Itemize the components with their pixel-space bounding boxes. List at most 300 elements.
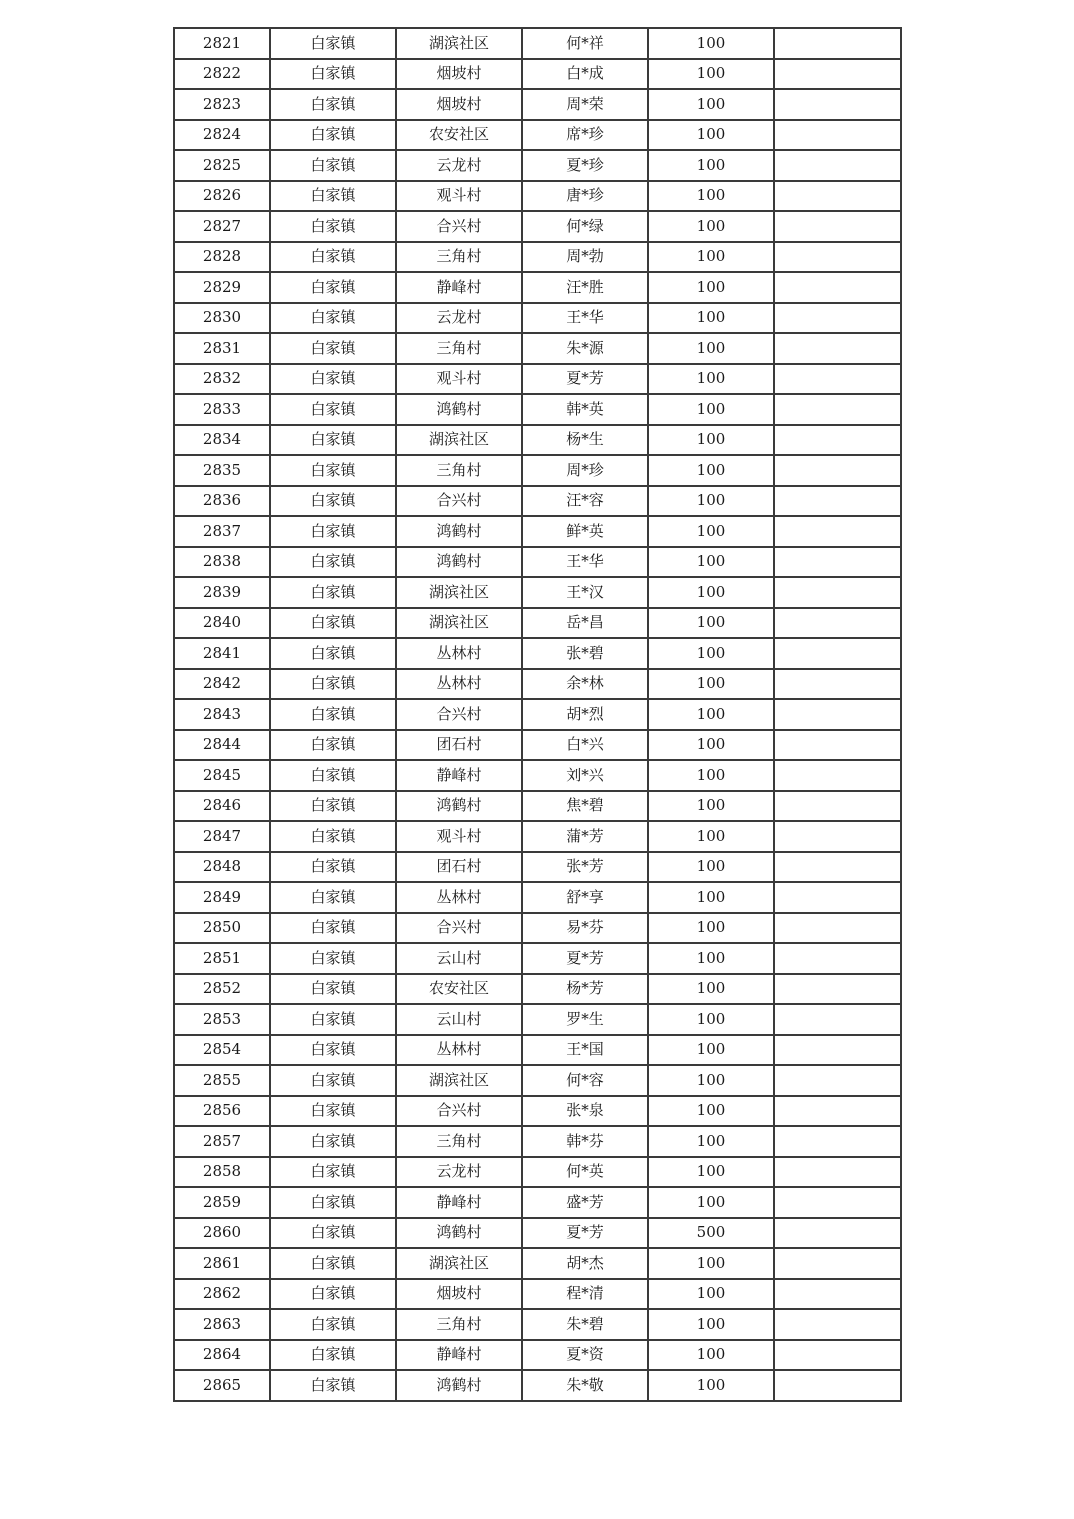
row-number-cell: 2852 [174, 974, 270, 1005]
village-cell: 烟坡村 [396, 59, 522, 90]
name-cell: 舒*享 [522, 882, 648, 913]
row-number-cell: 2826 [174, 181, 270, 212]
name-cell: 胡*烈 [522, 699, 648, 730]
village-cell: 湖滨社区 [396, 608, 522, 639]
village-cell: 云龙村 [396, 150, 522, 181]
name-cell: 周*珍 [522, 455, 648, 486]
town-cell: 白家镇 [270, 1187, 396, 1218]
roster-table-body [174, 28, 901, 1401]
table-row [174, 181, 901, 212]
village-cell: 团石村 [396, 730, 522, 761]
row-number-cell: 2862 [174, 1279, 270, 1310]
town-cell: 白家镇 [270, 974, 396, 1005]
row-number-cell: 2844 [174, 730, 270, 761]
town-cell: 白家镇 [270, 394, 396, 425]
amount-cell: 100 [648, 760, 774, 791]
village-cell: 湖滨社区 [396, 425, 522, 456]
village-cell: 观斗村 [396, 181, 522, 212]
note-cell [774, 272, 901, 303]
town-cell: 白家镇 [270, 1370, 396, 1401]
row-number-cell: 2840 [174, 608, 270, 639]
row-number-cell: 2856 [174, 1096, 270, 1127]
town-cell: 白家镇 [270, 486, 396, 517]
town-cell: 白家镇 [270, 1218, 396, 1249]
row-number-cell: 2846 [174, 791, 270, 822]
village-cell: 观斗村 [396, 364, 522, 395]
amount-cell: 100 [648, 455, 774, 486]
note-cell [774, 516, 901, 547]
name-cell: 岳*昌 [522, 608, 648, 639]
table-row [174, 1248, 901, 1279]
note-cell [774, 669, 901, 700]
table-row [174, 455, 901, 486]
name-cell: 朱*敬 [522, 1370, 648, 1401]
amount-cell: 100 [648, 699, 774, 730]
name-cell: 王*汉 [522, 577, 648, 608]
table-row [174, 1065, 901, 1096]
town-cell: 白家镇 [270, 638, 396, 669]
row-number-cell: 2860 [174, 1218, 270, 1249]
note-cell [774, 28, 901, 59]
name-cell: 焦*碧 [522, 791, 648, 822]
table-row [174, 943, 901, 974]
town-cell: 白家镇 [270, 791, 396, 822]
village-cell: 鸿鹤村 [396, 791, 522, 822]
town-cell: 白家镇 [270, 303, 396, 334]
amount-cell: 100 [648, 1370, 774, 1401]
table-row [174, 608, 901, 639]
row-number-cell: 2836 [174, 486, 270, 517]
village-cell: 烟坡村 [396, 1279, 522, 1310]
name-cell: 蒲*芳 [522, 821, 648, 852]
village-cell: 静峰村 [396, 1187, 522, 1218]
name-cell: 唐*珍 [522, 181, 648, 212]
row-number-cell: 2859 [174, 1187, 270, 1218]
table-row [174, 486, 901, 517]
name-cell: 夏*芳 [522, 943, 648, 974]
note-cell [774, 486, 901, 517]
name-cell: 朱*源 [522, 333, 648, 364]
name-cell: 张*芳 [522, 852, 648, 883]
amount-cell: 100 [648, 791, 774, 822]
name-cell: 汪*容 [522, 486, 648, 517]
row-number-cell: 2858 [174, 1157, 270, 1188]
roster-sheet [173, 27, 900, 1402]
table-row [174, 425, 901, 456]
village-cell: 合兴村 [396, 699, 522, 730]
town-cell: 白家镇 [270, 943, 396, 974]
amount-cell: 100 [648, 425, 774, 456]
town-cell: 白家镇 [270, 455, 396, 486]
name-cell: 何*英 [522, 1157, 648, 1188]
amount-cell: 100 [648, 1309, 774, 1340]
table-row [174, 913, 901, 944]
note-cell [774, 577, 901, 608]
village-cell: 云龙村 [396, 1157, 522, 1188]
name-cell: 王*华 [522, 303, 648, 334]
name-cell: 韩*英 [522, 394, 648, 425]
table-row [174, 1340, 901, 1371]
table-row [174, 1309, 901, 1340]
table-row [174, 821, 901, 852]
village-cell: 静峰村 [396, 1340, 522, 1371]
row-number-cell: 2832 [174, 364, 270, 395]
note-cell [774, 242, 901, 273]
amount-cell: 100 [648, 1004, 774, 1035]
note-cell [774, 425, 901, 456]
row-number-cell: 2847 [174, 821, 270, 852]
town-cell: 白家镇 [270, 1004, 396, 1035]
note-cell [774, 120, 901, 151]
amount-cell: 100 [648, 974, 774, 1005]
village-cell: 团石村 [396, 852, 522, 883]
town-cell: 白家镇 [270, 1309, 396, 1340]
row-number-cell: 2843 [174, 699, 270, 730]
row-number-cell: 2861 [174, 1248, 270, 1279]
amount-cell: 100 [648, 28, 774, 59]
town-cell: 白家镇 [270, 364, 396, 395]
town-cell: 白家镇 [270, 181, 396, 212]
note-cell [774, 59, 901, 90]
table-row [174, 211, 901, 242]
town-cell: 白家镇 [270, 150, 396, 181]
name-cell: 何*绿 [522, 211, 648, 242]
table-row [174, 1126, 901, 1157]
name-cell: 盛*芳 [522, 1187, 648, 1218]
amount-cell: 100 [648, 1157, 774, 1188]
village-cell: 三角村 [396, 1126, 522, 1157]
village-cell: 农安社区 [396, 120, 522, 151]
note-cell [774, 791, 901, 822]
row-number-cell: 2849 [174, 882, 270, 913]
town-cell: 白家镇 [270, 1065, 396, 1096]
amount-cell: 100 [648, 669, 774, 700]
note-cell [774, 1370, 901, 1401]
amount-cell: 100 [648, 59, 774, 90]
note-cell [774, 547, 901, 578]
village-cell: 湖滨社区 [396, 1248, 522, 1279]
village-cell: 云山村 [396, 1004, 522, 1035]
amount-cell: 100 [648, 821, 774, 852]
table-row [174, 242, 901, 273]
town-cell: 白家镇 [270, 89, 396, 120]
village-cell: 鸿鹤村 [396, 1218, 522, 1249]
note-cell [774, 1248, 901, 1279]
village-cell: 湖滨社区 [396, 28, 522, 59]
town-cell: 白家镇 [270, 28, 396, 59]
name-cell: 杨*芳 [522, 974, 648, 1005]
amount-cell: 100 [648, 516, 774, 547]
village-cell: 合兴村 [396, 211, 522, 242]
town-cell: 白家镇 [270, 120, 396, 151]
village-cell: 湖滨社区 [396, 577, 522, 608]
village-cell: 鸿鹤村 [396, 394, 522, 425]
row-number-cell: 2828 [174, 242, 270, 273]
amount-cell: 100 [648, 394, 774, 425]
note-cell [774, 974, 901, 1005]
note-cell [774, 455, 901, 486]
town-cell: 白家镇 [270, 730, 396, 761]
table-row [174, 882, 901, 913]
row-number-cell: 2848 [174, 852, 270, 883]
amount-cell: 100 [648, 364, 774, 395]
table-row [174, 669, 901, 700]
table-row [174, 150, 901, 181]
row-number-cell: 2839 [174, 577, 270, 608]
row-number-cell: 2854 [174, 1035, 270, 1066]
town-cell: 白家镇 [270, 1035, 396, 1066]
note-cell [774, 913, 901, 944]
town-cell: 白家镇 [270, 913, 396, 944]
amount-cell: 100 [648, 913, 774, 944]
row-number-cell: 2842 [174, 669, 270, 700]
name-cell: 白*成 [522, 59, 648, 90]
note-cell [774, 1309, 901, 1340]
amount-cell: 100 [648, 852, 774, 883]
table-row [174, 120, 901, 151]
row-number-cell: 2829 [174, 272, 270, 303]
note-cell [774, 333, 901, 364]
row-number-cell: 2845 [174, 760, 270, 791]
town-cell: 白家镇 [270, 882, 396, 913]
table-row [174, 1004, 901, 1035]
town-cell: 白家镇 [270, 59, 396, 90]
row-number-cell: 2827 [174, 211, 270, 242]
town-cell: 白家镇 [270, 547, 396, 578]
town-cell: 白家镇 [270, 1157, 396, 1188]
row-number-cell: 2855 [174, 1065, 270, 1096]
note-cell [774, 1126, 901, 1157]
name-cell: 刘*兴 [522, 760, 648, 791]
amount-cell: 100 [648, 638, 774, 669]
row-number-cell: 2822 [174, 59, 270, 90]
name-cell: 何*祥 [522, 28, 648, 59]
row-number-cell: 2841 [174, 638, 270, 669]
row-number-cell: 2864 [174, 1340, 270, 1371]
name-cell: 程*清 [522, 1279, 648, 1310]
table-row [174, 699, 901, 730]
amount-cell: 100 [648, 730, 774, 761]
village-cell: 云龙村 [396, 303, 522, 334]
name-cell: 汪*胜 [522, 272, 648, 303]
name-cell: 韩*芬 [522, 1126, 648, 1157]
note-cell [774, 181, 901, 212]
amount-cell: 100 [648, 211, 774, 242]
amount-cell: 100 [648, 608, 774, 639]
amount-cell: 100 [648, 1096, 774, 1127]
name-cell: 胡*杰 [522, 1248, 648, 1279]
note-cell [774, 1004, 901, 1035]
row-number-cell: 2838 [174, 547, 270, 578]
town-cell: 白家镇 [270, 577, 396, 608]
village-cell: 三角村 [396, 1309, 522, 1340]
table-row [174, 1187, 901, 1218]
table-row [174, 791, 901, 822]
note-cell [774, 699, 901, 730]
row-number-cell: 2831 [174, 333, 270, 364]
row-number-cell: 2830 [174, 303, 270, 334]
name-cell: 鲜*英 [522, 516, 648, 547]
table-row [174, 852, 901, 883]
name-cell: 杨*生 [522, 425, 648, 456]
amount-cell: 100 [648, 547, 774, 578]
table-row [174, 1370, 901, 1401]
amount-cell: 100 [648, 486, 774, 517]
table-row [174, 1096, 901, 1127]
town-cell: 白家镇 [270, 1096, 396, 1127]
village-cell: 三角村 [396, 242, 522, 273]
table-row [174, 28, 901, 59]
note-cell [774, 1187, 901, 1218]
village-cell: 三角村 [396, 333, 522, 364]
name-cell: 周*勃 [522, 242, 648, 273]
note-cell [774, 760, 901, 791]
note-cell [774, 1157, 901, 1188]
amount-cell: 500 [648, 1218, 774, 1249]
village-cell: 农安社区 [396, 974, 522, 1005]
note-cell [774, 1340, 901, 1371]
note-cell [774, 150, 901, 181]
name-cell: 夏*芳 [522, 1218, 648, 1249]
row-number-cell: 2857 [174, 1126, 270, 1157]
table-row [174, 1218, 901, 1249]
row-number-cell: 2853 [174, 1004, 270, 1035]
amount-cell: 100 [648, 1035, 774, 1066]
village-cell: 鸿鹤村 [396, 1370, 522, 1401]
village-cell: 合兴村 [396, 486, 522, 517]
table-row [174, 1279, 901, 1310]
name-cell: 夏*珍 [522, 150, 648, 181]
table-row [174, 59, 901, 90]
name-cell: 何*容 [522, 1065, 648, 1096]
name-cell: 王*国 [522, 1035, 648, 1066]
roster-table [173, 27, 902, 1402]
town-cell: 白家镇 [270, 852, 396, 883]
name-cell: 席*珍 [522, 120, 648, 151]
amount-cell: 100 [648, 272, 774, 303]
table-row [174, 272, 901, 303]
amount-cell: 100 [648, 1126, 774, 1157]
row-number-cell: 2865 [174, 1370, 270, 1401]
row-number-cell: 2850 [174, 913, 270, 944]
village-cell: 丛林村 [396, 669, 522, 700]
row-number-cell: 2823 [174, 89, 270, 120]
table-row [174, 394, 901, 425]
note-cell [774, 394, 901, 425]
table-row [174, 1035, 901, 1066]
amount-cell: 100 [648, 1187, 774, 1218]
village-cell: 观斗村 [396, 821, 522, 852]
name-cell: 夏*资 [522, 1340, 648, 1371]
village-cell: 合兴村 [396, 913, 522, 944]
row-number-cell: 2837 [174, 516, 270, 547]
note-cell [774, 211, 901, 242]
amount-cell: 100 [648, 303, 774, 334]
amount-cell: 100 [648, 1248, 774, 1279]
village-cell: 鸿鹤村 [396, 516, 522, 547]
table-row [174, 760, 901, 791]
amount-cell: 100 [648, 1279, 774, 1310]
amount-cell: 100 [648, 1065, 774, 1096]
table-row [174, 730, 901, 761]
village-cell: 烟坡村 [396, 89, 522, 120]
town-cell: 白家镇 [270, 669, 396, 700]
table-row [174, 577, 901, 608]
table-row [174, 974, 901, 1005]
table-row [174, 638, 901, 669]
table-row [174, 547, 901, 578]
amount-cell: 100 [648, 333, 774, 364]
row-number-cell: 2834 [174, 425, 270, 456]
village-cell: 静峰村 [396, 272, 522, 303]
town-cell: 白家镇 [270, 333, 396, 364]
amount-cell: 100 [648, 943, 774, 974]
name-cell: 张*碧 [522, 638, 648, 669]
name-cell: 张*泉 [522, 1096, 648, 1127]
village-cell: 丛林村 [396, 638, 522, 669]
village-cell: 湖滨社区 [396, 1065, 522, 1096]
amount-cell: 100 [648, 181, 774, 212]
note-cell [774, 89, 901, 120]
village-cell: 云山村 [396, 943, 522, 974]
town-cell: 白家镇 [270, 608, 396, 639]
table-row [174, 1157, 901, 1188]
note-cell [774, 608, 901, 639]
table-row [174, 364, 901, 395]
row-number-cell: 2821 [174, 28, 270, 59]
name-cell: 夏*芳 [522, 364, 648, 395]
village-cell: 静峰村 [396, 760, 522, 791]
amount-cell: 100 [648, 1340, 774, 1371]
note-cell [774, 1279, 901, 1310]
village-cell: 丛林村 [396, 1035, 522, 1066]
village-cell: 丛林村 [396, 882, 522, 913]
amount-cell: 100 [648, 89, 774, 120]
note-cell [774, 1218, 901, 1249]
note-cell [774, 303, 901, 334]
town-cell: 白家镇 [270, 1248, 396, 1279]
amount-cell: 100 [648, 120, 774, 151]
village-cell: 合兴村 [396, 1096, 522, 1127]
row-number-cell: 2851 [174, 943, 270, 974]
note-cell [774, 638, 901, 669]
row-number-cell: 2833 [174, 394, 270, 425]
town-cell: 白家镇 [270, 1126, 396, 1157]
row-number-cell: 2824 [174, 120, 270, 151]
name-cell: 白*兴 [522, 730, 648, 761]
note-cell [774, 1035, 901, 1066]
row-number-cell: 2863 [174, 1309, 270, 1340]
town-cell: 白家镇 [270, 1279, 396, 1310]
town-cell: 白家镇 [270, 699, 396, 730]
name-cell: 余*林 [522, 669, 648, 700]
name-cell: 朱*碧 [522, 1309, 648, 1340]
note-cell [774, 943, 901, 974]
town-cell: 白家镇 [270, 760, 396, 791]
table-row [174, 303, 901, 334]
town-cell: 白家镇 [270, 425, 396, 456]
table-row [174, 89, 901, 120]
note-cell [774, 852, 901, 883]
note-cell [774, 1065, 901, 1096]
village-cell: 三角村 [396, 455, 522, 486]
town-cell: 白家镇 [270, 1340, 396, 1371]
town-cell: 白家镇 [270, 821, 396, 852]
amount-cell: 100 [648, 242, 774, 273]
name-cell: 王*华 [522, 547, 648, 578]
name-cell: 易*芬 [522, 913, 648, 944]
village-cell: 鸿鹤村 [396, 547, 522, 578]
